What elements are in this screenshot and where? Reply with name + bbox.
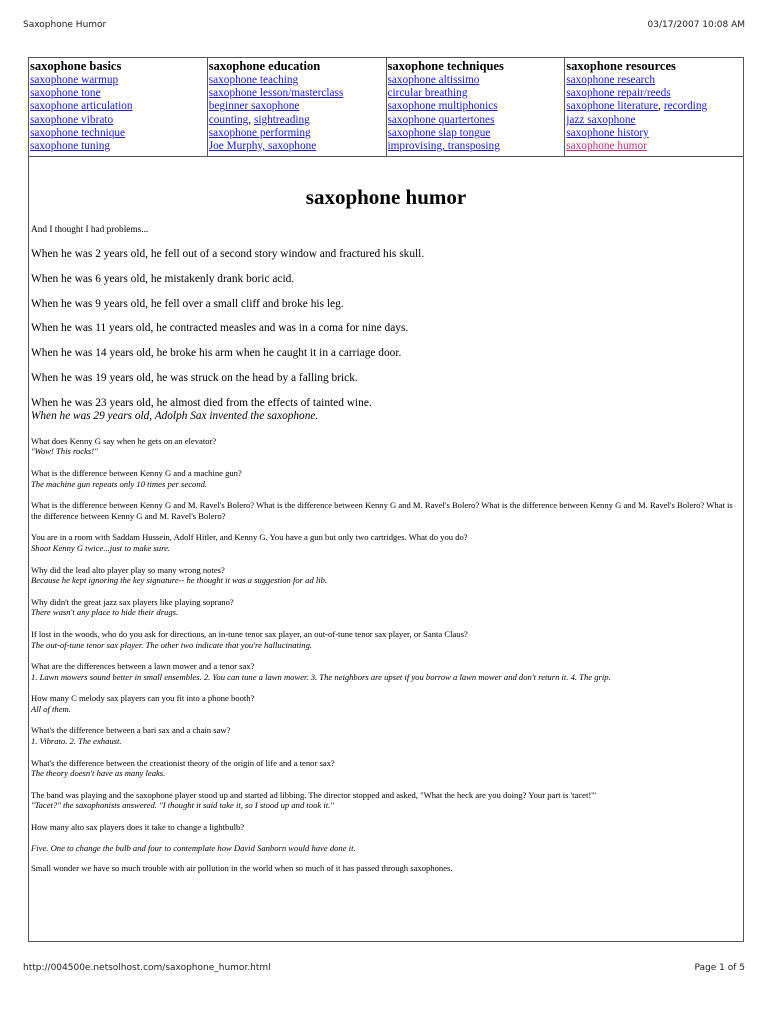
intro-text: And I thought I had problems...: [31, 225, 149, 235]
joke-answer: Because he kept ignoring the key signature-- he thought it was a suggestion for ad lib.: [31, 575, 328, 586]
joke-item: [31, 661, 741, 682]
nav-link-joe-murphy[interactable]: Joe Murphy, saxophone: [208, 140, 317, 153]
nav-link-tuning[interactable]: saxophone tuning: [30, 140, 111, 153]
joke-question: What's the difference between the creationist theory of the origin of life and a tenor sax?: [31, 757, 335, 768]
joke-item: [31, 693, 741, 714]
nav-link-literature[interactable]: saxophone literature: [566, 100, 659, 113]
nav-link-performing[interactable]: saxophone performing: [208, 126, 311, 139]
story: [31, 247, 741, 410]
nav-link-pair: saxophone literature, recording: [566, 100, 708, 113]
nav-link-teaching[interactable]: saxophone teaching: [208, 74, 299, 86]
joke-item: [31, 629, 741, 650]
nav-link-warmup[interactable]: saxophone warmup: [30, 74, 119, 86]
nav-link-repair-reeds[interactable]: saxophone repair/reeds: [566, 87, 671, 100]
joke-item: [31, 822, 741, 833]
nav-heading: saxophone education: [208, 59, 321, 73]
joke-item: [31, 863, 741, 874]
story-line: When he was 19 years old, he was struck on the head by a falling brick.: [31, 371, 358, 384]
joke-item: [31, 565, 741, 586]
story-line: When he was 2 years old, he fell out of a second story window and fractured his skull.: [31, 248, 425, 260]
joke-answer: The machine gun repeats only 10 times per second.: [31, 478, 208, 489]
joke-answer: 1. Lawn mowers sound better in small ensembles. 2. You can tune a lawn mower. 3. The neighbors are upset if you borrow a lawn mower and don't return it. 4. The grip.: [31, 671, 611, 682]
nav-link-slap-tongue[interactable]: saxophone slap tongue: [387, 126, 491, 139]
joke-item: [31, 500, 741, 521]
nav-link-improvising[interactable]: improvising, transposing: [387, 140, 500, 153]
joke-item: [31, 843, 741, 854]
joke-question: If lost in the woods, who do you ask for directions, an in-tune tenor sax player, an out-of-tune tenor sax player, or Santa Claus?: [31, 628, 468, 639]
nav-column-basics: [29, 58, 208, 156]
nav-column-education: [208, 58, 387, 156]
joke-question: Why did the lead alto player play so many wrong notes?: [31, 564, 225, 575]
joke-answer: Five. One to change the bulb and four to contemplate how David Sanborn would have done it.: [31, 842, 356, 853]
page-title: saxophone humor: [305, 185, 467, 209]
joke-answer: The theory doesn't have as many leaks.: [31, 768, 166, 779]
joke-list: [31, 436, 741, 874]
joke-answer: There wasn't any place to hide their drugs.: [31, 607, 179, 618]
nav-heading: saxophone basics: [30, 59, 122, 73]
story-line: When he was 6 years old, he mistakenly drank boric acid.: [31, 272, 295, 285]
nav-link-articulation[interactable]: saxophone articulation: [30, 100, 133, 113]
print-datetime: 03/17/2007 10:08 AM: [647, 20, 745, 30]
story-line: When he was 11 years old, he contracted measles and was in a coma for nine days.: [31, 322, 409, 335]
nav-link-multiphonics[interactable]: saxophone multiphonics: [387, 100, 498, 113]
joke-item: [31, 436, 741, 457]
joke-answer: "Wow! This rocks!": [31, 446, 98, 457]
joke-question: What does Kenny G say when he gets on an elevator?: [31, 435, 217, 446]
joke-answer: The out-of-tune tenor sax player. The other two indicate that you're hallucinating.: [31, 639, 313, 650]
joke-item: [31, 725, 741, 746]
joke-question: How many C melody sax players can you fit into a phone booth?: [31, 693, 255, 704]
nav-link-recording[interactable]: recording: [663, 100, 708, 113]
nav-link-quartertones[interactable]: saxophone quartertones: [387, 113, 495, 126]
print-page-title: Saxophone Humor: [23, 20, 107, 30]
nav-link-pair: counting, sightreading: [208, 113, 310, 126]
page-frame: [28, 57, 744, 942]
nav-column-resources: [565, 58, 743, 156]
story-line: When he was 23 years old, he almost died from the effects of tainted wine.: [31, 396, 372, 409]
joke-item: [31, 790, 741, 811]
main-content: [29, 184, 743, 874]
joke-answer: 1. Vibrato. 2. The exhaust.: [31, 736, 122, 747]
joke-question: How many alto sax players does it take to change a lightbulb?: [31, 822, 245, 833]
print-footer: [23, 963, 745, 977]
nav-link-tone[interactable]: saxophone tone: [30, 87, 101, 100]
nav-heading: saxophone resources: [566, 59, 676, 73]
nav-link-technique[interactable]: saxophone technique: [30, 126, 126, 139]
joke-answer: "Tacet?" the saxophonists answered. "I thought it said take it, so I stood up and took it.": [31, 800, 334, 811]
joke-question: You are in a room with Saddam Hussein, Adolf Hitler, and Kenny G. You have a gun but only two cartridges. What do you do?: [31, 532, 468, 543]
joke-question: What is the difference between Kenny G and a machine gun?: [31, 467, 242, 478]
nav-link-beginner[interactable]: beginner saxophone: [208, 100, 300, 113]
nav-link-history[interactable]: saxophone history: [566, 126, 649, 139]
nav-link-altissimo[interactable]: saxophone altissimo: [387, 74, 480, 86]
nav-link-jazz[interactable]: jazz saxophone: [566, 113, 636, 126]
joke-question: Why didn't the great jazz sax players like playing soprano?: [31, 596, 234, 607]
joke-item: [31, 532, 741, 553]
joke-question: The band was playing and the saxophone player stood up and started ad libbing. The director stopped and asked, "What the heck are you doing? Your part is 'tacet!'": [31, 789, 597, 800]
joke-question: What are the differences between a lawn mower and a tenor sax?: [31, 661, 255, 672]
story-line: When he was 14 years old, he broke his arm when he caught it in a carriage door.: [31, 347, 402, 360]
nav-link-vibrato[interactable]: saxophone vibrato: [30, 113, 114, 126]
joke-item: [31, 758, 741, 779]
nav-link-counting[interactable]: counting: [208, 113, 249, 126]
nav-column-techniques: [387, 58, 566, 156]
print-header: [23, 20, 745, 34]
joke-answer: Shoot Kenny G twice...just to make sure.: [31, 542, 171, 553]
nav-link-research[interactable]: saxophone research: [566, 74, 656, 86]
joke-question: Small wonder we have so much trouble with air pollution in the world when so much of it has passed through saxophones.: [31, 863, 453, 874]
nav-heading: saxophone techniques: [387, 59, 504, 73]
nav-table: [29, 58, 743, 157]
joke-question: What's the difference between a bari sax and a chain saw?: [31, 725, 231, 736]
story-punchline: When he was 29 years old, Adolph Sax invented the saxophone.: [31, 409, 319, 422]
nav-link-sightreading[interactable]: sightreading: [253, 113, 310, 126]
nav-link-lesson[interactable]: saxophone lesson/masterclass: [208, 87, 344, 100]
nav-link-circular-breathing[interactable]: circular breathing: [387, 87, 468, 100]
joke-question: What is the difference between Kenny G and M. Ravel's Bolero? What is the difference between Kenny G and M. Ravel's Bolero? What is the difference between Kenny G and M. Ravel's Bolero? What is the difference between Kenny G and M. Ravel's Bolero?: [31, 500, 733, 521]
joke-item: [31, 597, 741, 618]
joke-answer: All of them.: [31, 703, 71, 714]
story-line: When he was 9 years old, he fell over a small cliff and broke his leg.: [31, 297, 344, 310]
print-page-count: Page 1 of 5: [694, 963, 745, 973]
nav-link-humor[interactable]: saxophone humor: [566, 140, 647, 153]
joke-item: [31, 468, 741, 489]
print-url: http://004500e.netsolhost.com/saxophone_humor.html: [23, 963, 271, 973]
